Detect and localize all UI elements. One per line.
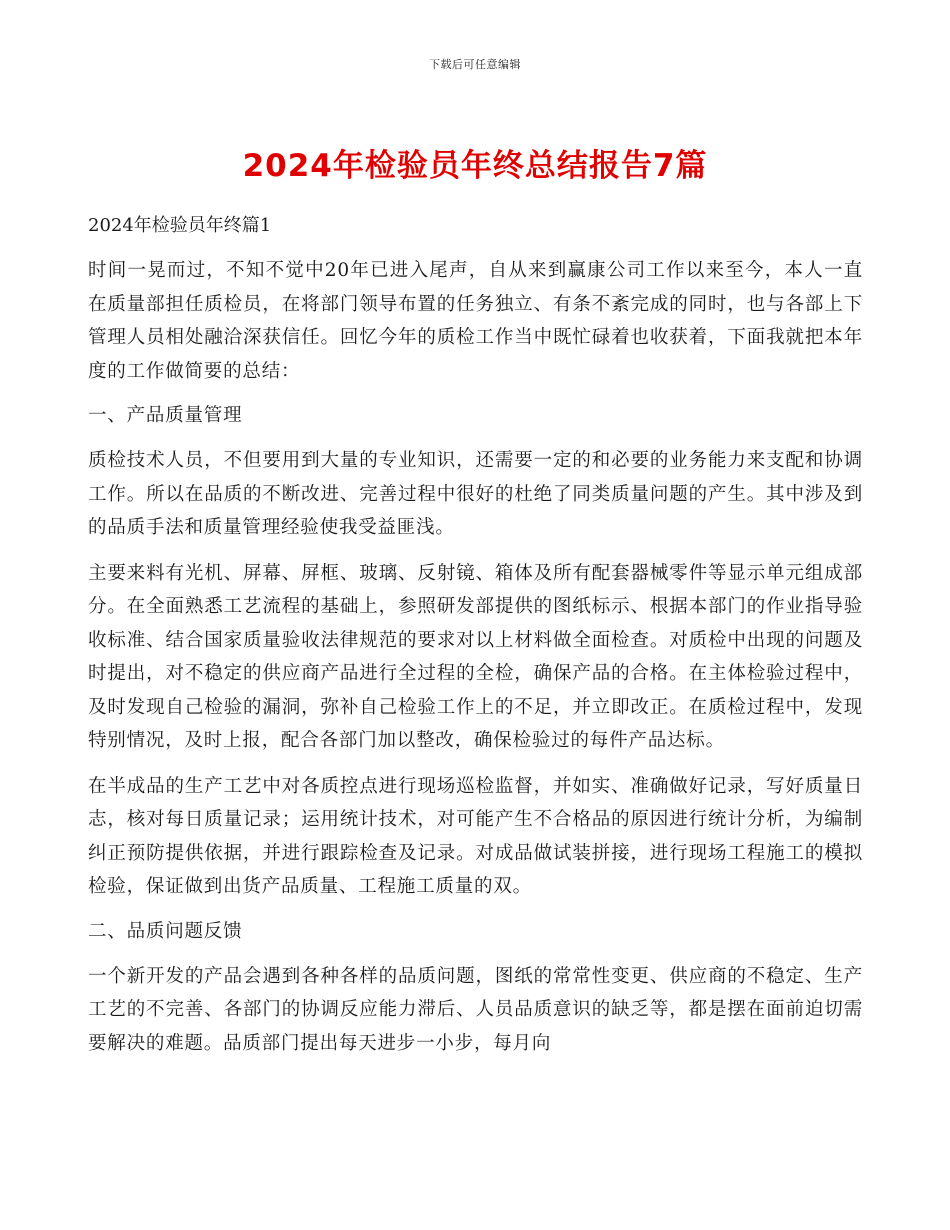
paragraph-semi-finished: 在半成品的生产工艺中对各质控点进行现场巡检监督，并如实、准确做好记录，写好质量日志，核对每日质量记录；运用统计技术，对可能产生不合格品的原因进行统计分析，为编制纠正预防提供依据，并进行跟踪检查及记录。对成品做试装拼接，进行现场工程施工的模拟检验，保证做到出货产品质量、工程施工质量的双。 bbox=[88, 775, 863, 897]
paragraph-qc-staff: 质检技术人员，不但要用到大量的专业知识，还需要一定的和必要的业务能力来支配和协调工作。所以在品质的不断改进、完善过程中很好的杜绝了同类质量问题的产生。其中涉及到的品质手法和质量管理经验使我受益匪浅。 bbox=[88, 450, 863, 538]
heading-quality-feedback: 二、品质问题反馈 bbox=[88, 920, 243, 942]
document-body bbox=[88, 210, 863, 1072]
paragraph-incoming-materials: 主要来料有光机、屏幕、屏框、玻璃、反射镜、箱体及所有配套器械零件等显示单元组成部分。在全面熟悉工艺流程的基础上，参照研发部提供的图纸标示、根据本部门的作业指导验收标准、结合国家质量验收法律规范的要求对以上材料做全面检查。对质检中出现的问题及时提出，对不稳定的供应商产品进行全过程的全检，确保产品的合格。在主体检验过程中，及时发现自己检验的漏洞，弥补自己检验工作上的不足，并立即改正。在质检过程中，发现特别情况，及时上报，配合各部门加以整改，确保检验过的每件产品达标。 bbox=[88, 562, 863, 751]
heading-quality-management: 一、产品质量管理 bbox=[88, 405, 243, 426]
paragraph-new-product: 一个新开发的产品会遇到各种各样的品质问题，图纸的常常性变更、供应商的不稳定、生产工艺的不完善、各部门的协调反应能力滞后、人员品质意识的缺乏等，都是摆在面前迫切需要解决的难题。品质部门提出每天进步一小步，每月向 bbox=[88, 965, 863, 1054]
section-subtitle: 2024年检验员年终篇1 bbox=[88, 215, 272, 236]
paragraph-intro: 时间一晃而过，不知不觉中20年已进入尾声，自从来到赢康公司工作以来至今，本人一直在质量部担任质检员，在将部门领导布置的任务独立、有条不紊完成的同时，也与各部上下管理人员相处融洽深获信任。回忆今年的质检工作当中既忙碌着也收获着，下面我就把本年度的工作做简要的总结： bbox=[88, 260, 863, 382]
header-note: 下载后可任意编辑 bbox=[429, 58, 521, 71]
document-title: 2024年检验员年终总结报告7篇 bbox=[242, 148, 708, 184]
